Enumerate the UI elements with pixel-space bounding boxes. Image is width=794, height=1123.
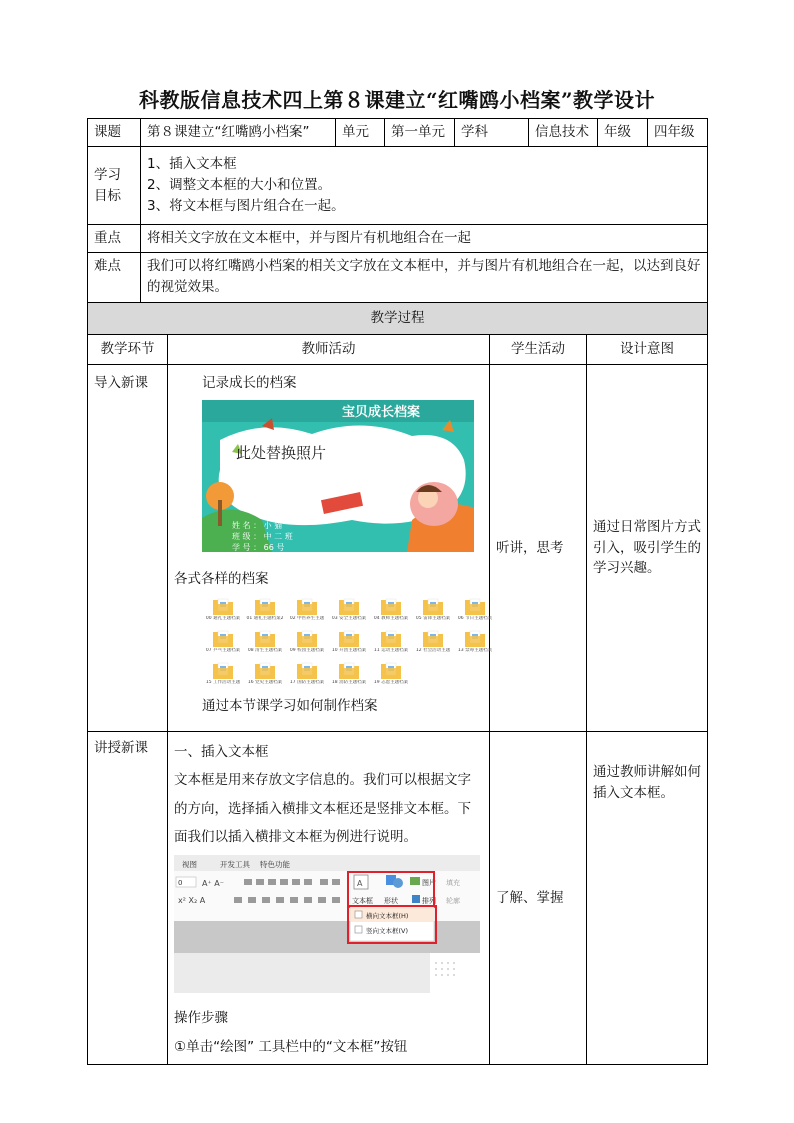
folder-icon bbox=[212, 628, 234, 648]
process-header: 教学过程 bbox=[88, 303, 708, 335]
document-title: 科教版信息技术四上第８课建立“红嘴鸥小档案”教学设计 bbox=[138, 88, 655, 112]
goal-item: 1、插入文本框 bbox=[147, 156, 237, 173]
intro-student: 听讲，思考 bbox=[490, 365, 587, 732]
menu-vertical-textbox[interactable]: 竖向文本框(V) bbox=[366, 927, 409, 936]
folder-item[interactable] bbox=[202, 628, 244, 658]
folder-label: 10 开团主题档案 bbox=[331, 647, 367, 653]
teach-student: 了解、掌握 bbox=[490, 732, 587, 1065]
folder-label: 01 通礼主题档案2 bbox=[246, 615, 284, 621]
toolbar-screenshot bbox=[174, 855, 483, 1000]
key-point-row bbox=[88, 225, 708, 253]
folder-item[interactable] bbox=[286, 660, 328, 690]
teach-row bbox=[88, 732, 708, 1065]
goals-list bbox=[141, 147, 708, 225]
steps-label: 操作步骤 bbox=[174, 1010, 228, 1027]
process-table bbox=[87, 302, 708, 1065]
folder-label: 07 乒乓主题档案 bbox=[205, 647, 241, 653]
goals-label-line1: 学习 bbox=[94, 166, 121, 183]
poster-banner: 宝贝成长档案 bbox=[342, 404, 421, 420]
toolbar-svg bbox=[174, 855, 480, 993]
folder-icon bbox=[338, 596, 360, 616]
folder-label: 12 社会活动主题 bbox=[415, 647, 451, 653]
folder-icon bbox=[338, 660, 360, 680]
folder-label: 19 志愿主题档案 bbox=[373, 679, 409, 685]
goal-item: 2、调整文本框的大小和位置。 bbox=[147, 177, 332, 194]
folder-label: 06 节日主题档案 bbox=[457, 615, 493, 621]
col-teacher: 教师活动 bbox=[168, 335, 490, 365]
info-table bbox=[87, 118, 708, 303]
picture-icon bbox=[410, 877, 420, 885]
folder-icon bbox=[296, 628, 318, 648]
folder-label: 08 清生主题档案 bbox=[247, 647, 283, 653]
folder-item[interactable] bbox=[244, 628, 286, 658]
intro-line2: 各式各样的档案 bbox=[174, 570, 269, 587]
col-student: 学生活动 bbox=[490, 335, 587, 365]
folder-item[interactable] bbox=[412, 628, 454, 658]
folder-item[interactable] bbox=[412, 596, 454, 626]
folder-icon bbox=[380, 596, 402, 616]
unit-value: 第一单元 bbox=[385, 119, 455, 147]
course-label: 课题 bbox=[88, 119, 141, 147]
tab-view[interactable]: 视图 bbox=[182, 860, 197, 870]
subject-value: 信息技术 bbox=[529, 119, 598, 147]
folder-grid bbox=[202, 596, 493, 690]
folder-icon bbox=[212, 596, 234, 616]
folder-label: 04 教师主题档案 bbox=[373, 615, 409, 621]
folder-icon bbox=[422, 628, 444, 648]
folder-item[interactable] bbox=[328, 660, 370, 690]
folder-item[interactable] bbox=[244, 596, 286, 626]
tab-developer[interactable]: 开发工具 bbox=[220, 860, 250, 870]
teach-design: 通过教师讲解如何插入文本框。 bbox=[587, 732, 708, 1065]
folder-icon bbox=[254, 596, 276, 616]
folder-icon bbox=[338, 628, 360, 648]
tab-features[interactable]: 特色功能 bbox=[260, 860, 290, 870]
folder-icon bbox=[380, 628, 402, 648]
course-row bbox=[88, 119, 708, 147]
folder-label: 02 中医养生主题 bbox=[289, 615, 325, 621]
folder-item[interactable] bbox=[370, 660, 412, 690]
folder-item[interactable] bbox=[370, 628, 412, 658]
folder-icon bbox=[464, 628, 486, 648]
folder-label: 00 通礼主题档案 bbox=[205, 615, 241, 621]
folder-label: 09 校园主题档案 bbox=[289, 647, 325, 653]
col-design: 设计意图 bbox=[587, 335, 708, 365]
folder-item[interactable] bbox=[286, 628, 328, 658]
grade-label: 年级 bbox=[598, 119, 648, 147]
svg-text:A⁺ A⁻: A⁺ A⁻ bbox=[202, 879, 224, 889]
intro-design: 通过日常图片方式引入，吸引学生的学习兴趣。 bbox=[587, 365, 708, 732]
folder-item[interactable] bbox=[328, 596, 370, 626]
folder-icon bbox=[296, 596, 318, 616]
folder-item[interactable] bbox=[454, 596, 496, 626]
teach-heading: 一、插入文本框 bbox=[174, 744, 269, 760]
folder-item[interactable] bbox=[454, 628, 496, 658]
picture-button[interactable]: 图片 bbox=[422, 879, 436, 888]
folder-icon bbox=[422, 596, 444, 616]
intro-line1: 记录成长的档案 bbox=[202, 375, 297, 391]
svg-text:x² X₂ A: x² X₂ A bbox=[178, 896, 206, 906]
folder-icon bbox=[254, 628, 276, 648]
folder-item[interactable] bbox=[286, 596, 328, 626]
folder-icon bbox=[296, 660, 318, 680]
unit-label: 单元 bbox=[336, 119, 385, 147]
poster-class: 班 级 ： 中 二 班 bbox=[232, 531, 293, 541]
arrange-button[interactable]: 排列 bbox=[422, 897, 436, 906]
subject-label: 学科 bbox=[455, 119, 529, 147]
folder-label: 17 国防主题档案 bbox=[289, 679, 325, 685]
folder-label: 16 党史主题档案 bbox=[247, 679, 283, 685]
teach-teacher-cell bbox=[168, 732, 490, 1065]
folder-label: 11 运动主题档案 bbox=[373, 647, 409, 653]
intro-line3: 通过本节课学习如何制作档案 bbox=[202, 697, 378, 714]
folder-label: 15 工作活动主题 bbox=[205, 679, 241, 685]
textbox-button[interactable]: 文本框 bbox=[352, 897, 373, 906]
folder-item[interactable] bbox=[202, 596, 244, 626]
folder-item[interactable] bbox=[328, 628, 370, 658]
poster-photo-text: 此处替换照片 bbox=[236, 443, 327, 462]
folder-label: 13 禁毒主题档案 bbox=[457, 647, 493, 653]
menu-horizontal-textbox[interactable]: 横向文本框(H) bbox=[366, 912, 409, 921]
goals-label bbox=[88, 147, 141, 225]
grade-value: 四年级 bbox=[648, 119, 708, 147]
folder-icon bbox=[380, 660, 402, 680]
column-header-row bbox=[88, 335, 708, 365]
process-header-row bbox=[88, 303, 708, 335]
poster-name: 姓 名 ： 小 猫 bbox=[232, 520, 283, 530]
intro-row bbox=[88, 365, 708, 732]
intro-stage: 导入新课 bbox=[88, 365, 168, 732]
fill-button[interactable]: 填充 bbox=[446, 879, 460, 888]
arrange-icon bbox=[412, 895, 420, 903]
poster-svg bbox=[202, 400, 474, 552]
course-value: 第８课建立“红嘴鸥小档案” bbox=[141, 119, 336, 147]
folder-item[interactable] bbox=[244, 660, 286, 690]
difficulty-label: 难点 bbox=[88, 252, 141, 302]
goals-label-line2: 目标 bbox=[94, 187, 121, 204]
folder-label: 05 雷锋主题档案 bbox=[415, 615, 451, 621]
shape-button[interactable]: 形状 bbox=[384, 897, 398, 906]
goals-row bbox=[88, 147, 708, 225]
poster-id: 学 号 ： 66 号 bbox=[232, 542, 285, 552]
difficulty-value: 我们可以将红嘴鸥小档案的相关文字放在文本框中，并与图片有机地组合在一起，以达到良好的视觉效果。 bbox=[141, 252, 708, 302]
col-stage: 教学环节 bbox=[88, 335, 168, 365]
intro-teacher-cell bbox=[168, 365, 493, 732]
teach-paragraph: 文本框是用来存放文字信息的。我们可以根据文字的方向，选择插入横排文本框还是竖排文本框。下面我们以插入横排文本框为例进行说明。 bbox=[174, 772, 471, 846]
font-size-box[interactable]: 0 bbox=[178, 879, 183, 888]
step-1: ①单击“绘图” 工具栏中的“文本框”按钮 bbox=[174, 1038, 408, 1055]
svg-text:A: A bbox=[357, 879, 363, 889]
growth-poster-image bbox=[202, 400, 483, 559]
teach-stage: 讲授新课 bbox=[88, 732, 168, 1065]
folder-label: 03 安全主题档案 bbox=[331, 615, 367, 621]
folder-item[interactable] bbox=[370, 596, 412, 626]
key-point-value: 将相关文字放在文本框中，并与图片有机地组合在一起 bbox=[141, 225, 708, 253]
key-point-label: 重点 bbox=[88, 225, 141, 253]
folder-label: 18 消防主题档案 bbox=[331, 679, 367, 685]
goal-item: 3、将文本框与图片组合在一起。 bbox=[147, 197, 345, 214]
difficulty-row bbox=[88, 252, 708, 302]
folder-item[interactable] bbox=[202, 660, 244, 690]
folder-icon bbox=[464, 596, 486, 616]
folder-icon bbox=[212, 660, 234, 680]
folder-icon bbox=[254, 660, 276, 680]
outline-button[interactable]: 轮廓 bbox=[446, 897, 460, 906]
